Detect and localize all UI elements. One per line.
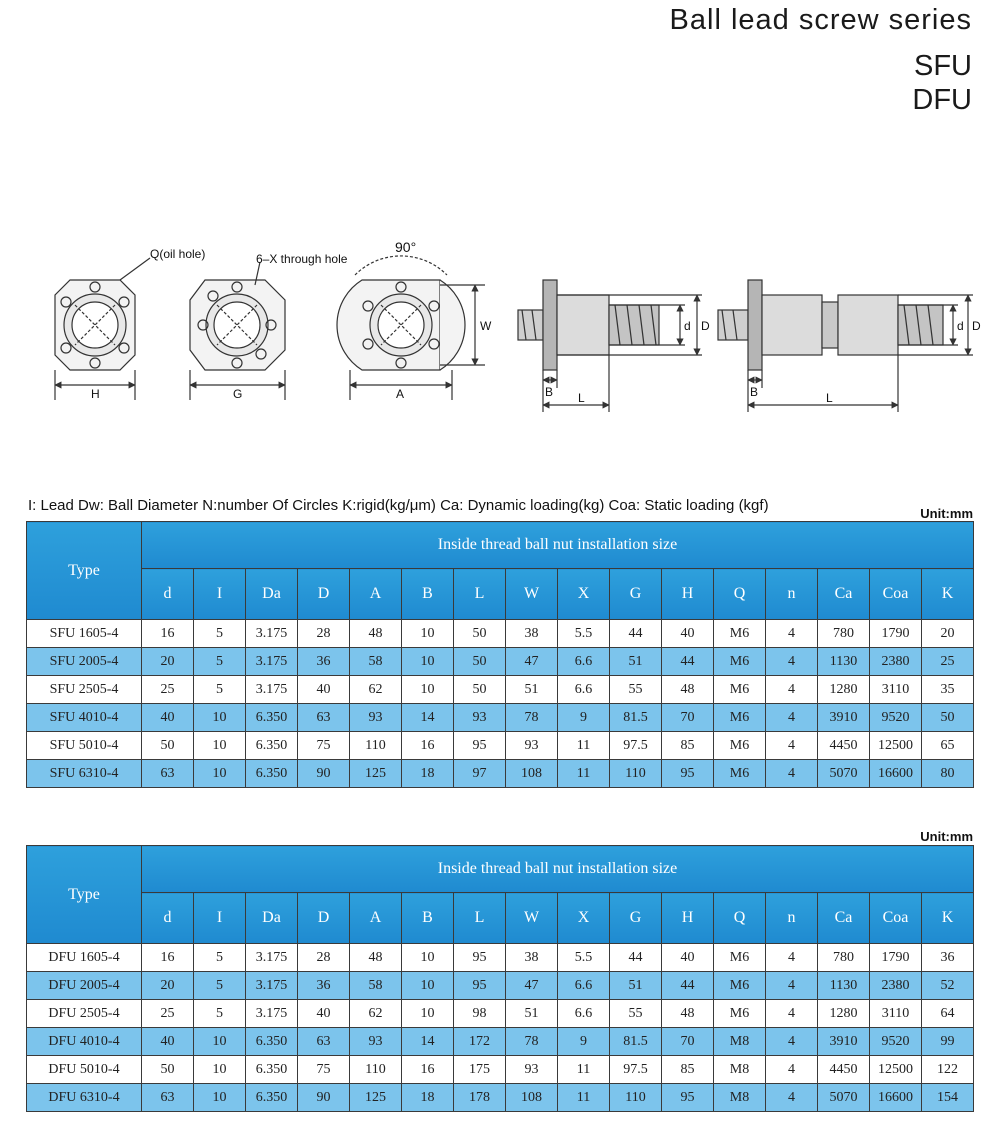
table-cell: 5.5	[558, 944, 610, 972]
legend-text: I: Lead Dw: Ball Diameter N:number Of Circles K:rigid(kg/μm) Ca: Dynamic loading(kg) Coa: Static loading (kgf)	[28, 497, 769, 514]
table-cell: 75	[298, 732, 350, 760]
table-cell: 40	[298, 676, 350, 704]
table-cell: 97.5	[610, 1056, 662, 1084]
column-header: K	[922, 569, 974, 620]
type-header: Type	[27, 522, 142, 620]
table-cell: 4	[766, 760, 818, 788]
table-cell: 78	[506, 704, 558, 732]
table-cell: 95	[454, 972, 506, 1000]
table-cell: 97	[454, 760, 506, 788]
table-cell: 95	[662, 760, 714, 788]
table-cell: 1280	[818, 1000, 870, 1028]
table-cell: 99	[922, 1028, 974, 1056]
type-header: Type	[27, 846, 142, 944]
table-row	[27, 1000, 974, 1028]
series-dfu-title: DFU	[912, 84, 972, 116]
column-header: L	[454, 569, 506, 620]
oil-hole-label: Q(oil hole)	[150, 247, 206, 261]
table-cell: 110	[350, 732, 402, 760]
column-header: H	[662, 569, 714, 620]
table-cell: 10	[194, 1084, 246, 1112]
table-cell: 52	[922, 972, 974, 1000]
table-cell: M8	[714, 1056, 766, 1084]
table-cell: 9	[558, 1028, 610, 1056]
table-cell: 6.350	[246, 1084, 298, 1112]
model-cell: SFU 5010-4	[27, 732, 142, 760]
model-cell: DFU 1605-4	[27, 944, 142, 972]
column-header: Q	[714, 893, 766, 944]
group-header: Inside thread ball nut installation size	[142, 846, 974, 893]
table-cell: 125	[350, 1084, 402, 1112]
table-cell: 110	[350, 1056, 402, 1084]
unit-label-sfu: Unit:mm	[920, 506, 973, 521]
table-cell: 51	[610, 972, 662, 1000]
table-cell: 62	[350, 1000, 402, 1028]
table-cell: M8	[714, 1084, 766, 1112]
column-header: W	[506, 569, 558, 620]
table-cell: 50	[142, 1056, 194, 1084]
table-cell: M6	[714, 676, 766, 704]
table-cell: 10	[402, 1000, 454, 1028]
table-cell: 6.6	[558, 676, 610, 704]
flange-view-h	[55, 280, 135, 400]
table-cell: 1790	[870, 620, 922, 648]
table-cell: 4	[766, 1056, 818, 1084]
column-header: n	[766, 893, 818, 944]
column-header: B	[402, 569, 454, 620]
table-cell: 10	[194, 760, 246, 788]
dim-label-l-dfu: L	[826, 391, 833, 405]
table-cell: 51	[506, 676, 558, 704]
model-cell: SFU 6310-4	[27, 760, 142, 788]
table-cell: 38	[506, 620, 558, 648]
table-cell: 16600	[870, 1084, 922, 1112]
table-cell: 5	[194, 676, 246, 704]
column-header: H	[662, 893, 714, 944]
table-cell: 4	[766, 972, 818, 1000]
table-cell: M6	[714, 732, 766, 760]
through-hole-label: 6–X through hole	[256, 252, 348, 266]
dfu-spec-table	[26, 845, 974, 1112]
table-cell: 97.5	[610, 732, 662, 760]
table-cell: 1130	[818, 972, 870, 1000]
table-cell: 78	[506, 1028, 558, 1056]
table-cell: 63	[298, 704, 350, 732]
table-cell: 5	[194, 648, 246, 676]
table-cell: 48	[662, 676, 714, 704]
table-cell: 20	[922, 620, 974, 648]
dim-label-g: G	[233, 387, 243, 401]
table-cell: 55	[610, 676, 662, 704]
table-cell: 4450	[818, 1056, 870, 1084]
column-header: Ca	[818, 893, 870, 944]
model-cell: SFU 2505-4	[27, 676, 142, 704]
table-cell: 10	[402, 676, 454, 704]
table-cell: 20	[142, 648, 194, 676]
table-cell: 62	[350, 676, 402, 704]
dim-label-d-dfu: d	[957, 319, 964, 333]
column-header: K	[922, 893, 974, 944]
model-cell: DFU 2005-4	[27, 972, 142, 1000]
model-cell: SFU 1605-4	[27, 620, 142, 648]
table-cell: 51	[610, 648, 662, 676]
table-cell: 3110	[870, 676, 922, 704]
table-cell: 14	[402, 704, 454, 732]
table-cell: 4	[766, 944, 818, 972]
dim-label-b-sfu: B	[545, 385, 554, 399]
dim-label-D-sfu: D	[701, 319, 710, 333]
table-cell: 25	[142, 1000, 194, 1028]
table-cell: 6.6	[558, 1000, 610, 1028]
table-cell: 47	[506, 972, 558, 1000]
column-header: Da	[246, 893, 298, 944]
table-cell: 70	[662, 704, 714, 732]
series-sfu-title: SFU	[914, 50, 972, 82]
table-cell: 3910	[818, 704, 870, 732]
table-cell: 18	[402, 760, 454, 788]
column-header: G	[610, 569, 662, 620]
table-cell: 44	[610, 944, 662, 972]
table-row	[27, 620, 974, 648]
table-cell: 98	[454, 1000, 506, 1028]
table-cell: 125	[350, 760, 402, 788]
table-cell: 93	[454, 704, 506, 732]
table-cell: 25	[142, 676, 194, 704]
table-cell: M6	[714, 704, 766, 732]
table-cell: 65	[922, 732, 974, 760]
table-cell: 36	[922, 944, 974, 972]
column-header: d	[142, 569, 194, 620]
table-cell: 154	[922, 1084, 974, 1112]
table-cell: 12500	[870, 732, 922, 760]
table-cell: 172	[454, 1028, 506, 1056]
table-cell: 4	[766, 1084, 818, 1112]
table-cell: 93	[506, 1056, 558, 1084]
column-header: I	[194, 569, 246, 620]
table-cell: 10	[194, 1056, 246, 1084]
table-cell: 178	[454, 1084, 506, 1112]
table-cell: 40	[662, 620, 714, 648]
table-cell: 3.175	[246, 944, 298, 972]
column-header: G	[610, 893, 662, 944]
table-cell: 2380	[870, 972, 922, 1000]
table-cell: 18	[402, 1084, 454, 1112]
table-cell: 36	[298, 648, 350, 676]
table-cell: 93	[350, 704, 402, 732]
table-cell: 58	[350, 648, 402, 676]
table-row	[27, 1084, 974, 1112]
dim-label-l-sfu: L	[578, 391, 585, 405]
table-cell: 11	[558, 1084, 610, 1112]
table-cell: 50	[454, 648, 506, 676]
table-row	[27, 760, 974, 788]
table-cell: 93	[506, 732, 558, 760]
model-cell: SFU 4010-4	[27, 704, 142, 732]
table-cell: 6.6	[558, 648, 610, 676]
column-header: X	[558, 893, 610, 944]
table-cell: 80	[922, 760, 974, 788]
column-header: X	[558, 569, 610, 620]
table-cell: 6.350	[246, 1028, 298, 1056]
table-cell: 50	[142, 732, 194, 760]
table-cell: 51	[506, 1000, 558, 1028]
table-cell: 16	[142, 944, 194, 972]
table-cell: 75	[298, 1056, 350, 1084]
table-cell: 95	[454, 944, 506, 972]
table-cell: 4	[766, 676, 818, 704]
dim-label-w: W	[480, 319, 492, 333]
column-header: B	[402, 893, 454, 944]
table-cell: 16	[402, 732, 454, 760]
table-row	[27, 648, 974, 676]
dim-label-h: H	[91, 387, 100, 401]
table-cell: 175	[454, 1056, 506, 1084]
table-cell: 5070	[818, 760, 870, 788]
column-header: d	[142, 893, 194, 944]
table-cell: 11	[558, 760, 610, 788]
table-cell: 90	[298, 760, 350, 788]
table-cell: 40	[142, 1028, 194, 1056]
table-cell: 1280	[818, 676, 870, 704]
table-cell: 110	[610, 760, 662, 788]
table-cell: M6	[714, 760, 766, 788]
table-cell: 9520	[870, 1028, 922, 1056]
column-header: Q	[714, 569, 766, 620]
table-cell: 10	[402, 972, 454, 1000]
table-cell: 63	[142, 1084, 194, 1112]
table-cell: 58	[350, 972, 402, 1000]
flange-view-a	[337, 256, 485, 400]
table-cell: 50	[922, 704, 974, 732]
table-cell: 81.5	[610, 704, 662, 732]
table-cell: 28	[298, 620, 350, 648]
table-cell: 63	[298, 1028, 350, 1056]
table-cell: 40	[298, 1000, 350, 1028]
table-cell: M6	[714, 1000, 766, 1028]
table-row	[27, 704, 974, 732]
column-header: Coa	[870, 569, 922, 620]
table-cell: 44	[610, 620, 662, 648]
table-cell: 4	[766, 1000, 818, 1028]
table-cell: 63	[142, 760, 194, 788]
table-cell: 5.5	[558, 620, 610, 648]
page-title: Ball lead screw series	[669, 4, 972, 36]
column-header: Ca	[818, 569, 870, 620]
table-cell: 6.6	[558, 972, 610, 1000]
table-cell: 6.350	[246, 1056, 298, 1084]
table-cell: 48	[350, 944, 402, 972]
table-cell: 16	[142, 620, 194, 648]
table-row	[27, 944, 974, 972]
table-cell: 6.350	[246, 704, 298, 732]
table-cell: 95	[662, 1084, 714, 1112]
table-cell: 10	[194, 732, 246, 760]
table-cell: 110	[610, 1084, 662, 1112]
column-header: Da	[246, 569, 298, 620]
table-cell: 70	[662, 1028, 714, 1056]
table-cell: 48	[662, 1000, 714, 1028]
table-cell: 3.175	[246, 620, 298, 648]
table-cell: 10	[194, 704, 246, 732]
table-cell: 122	[922, 1056, 974, 1084]
table-cell: 11	[558, 1056, 610, 1084]
table-cell: 11	[558, 732, 610, 760]
table-cell: 81.5	[610, 1028, 662, 1056]
table-cell: M6	[714, 648, 766, 676]
table-cell: 3.175	[246, 1000, 298, 1028]
table-row	[27, 1028, 974, 1056]
table-cell: 12500	[870, 1056, 922, 1084]
unit-label-dfu: Unit:mm	[920, 829, 973, 844]
angle-label: 90°	[395, 239, 417, 255]
table-cell: 85	[662, 732, 714, 760]
table-cell: 44	[662, 648, 714, 676]
table-cell: 47	[506, 648, 558, 676]
table-cell: 35	[922, 676, 974, 704]
dim-label-D-dfu: D	[972, 319, 981, 333]
table-cell: 1130	[818, 648, 870, 676]
group-header: Inside thread ball nut installation size	[142, 522, 974, 569]
table-cell: 36	[298, 972, 350, 1000]
table-cell: 10	[402, 620, 454, 648]
column-header: L	[454, 893, 506, 944]
table-cell: 9520	[870, 704, 922, 732]
table-cell: 5070	[818, 1084, 870, 1112]
column-header: D	[298, 569, 350, 620]
table-cell: 50	[454, 620, 506, 648]
table-cell: 108	[506, 760, 558, 788]
model-cell: DFU 4010-4	[27, 1028, 142, 1056]
table-cell: 780	[818, 944, 870, 972]
table-cell: 5	[194, 944, 246, 972]
table-cell: 3.175	[246, 676, 298, 704]
table-cell: 85	[662, 1056, 714, 1084]
table-cell: 9	[558, 704, 610, 732]
table-cell: M8	[714, 1028, 766, 1056]
model-cell: DFU 2505-4	[27, 1000, 142, 1028]
table-cell: 90	[298, 1084, 350, 1112]
dim-label-a: A	[396, 387, 405, 401]
table-cell: 40	[142, 704, 194, 732]
table-cell: 4	[766, 1028, 818, 1056]
table-cell: 20	[142, 972, 194, 1000]
table-cell: 93	[350, 1028, 402, 1056]
table-cell: 3110	[870, 1000, 922, 1028]
table-cell: 55	[610, 1000, 662, 1028]
table-cell: M6	[714, 620, 766, 648]
table-cell: 5	[194, 1000, 246, 1028]
table-cell: 28	[298, 944, 350, 972]
dim-label-b-dfu: B	[750, 385, 759, 399]
table-cell: 780	[818, 620, 870, 648]
table-cell: 10	[402, 648, 454, 676]
table-cell: 4450	[818, 732, 870, 760]
table-row	[27, 1056, 974, 1084]
dim-label-d-sfu: d	[684, 319, 691, 333]
table-cell: M6	[714, 944, 766, 972]
column-header: D	[298, 893, 350, 944]
table-cell: 16600	[870, 760, 922, 788]
table-row	[27, 676, 974, 704]
table-cell: 50	[454, 676, 506, 704]
table-cell: 25	[922, 648, 974, 676]
table-row	[27, 732, 974, 760]
table-cell: 64	[922, 1000, 974, 1028]
flange-view-g	[190, 280, 285, 400]
table-cell: 10	[194, 1028, 246, 1056]
table-cell: 2380	[870, 648, 922, 676]
table-cell: 6.350	[246, 732, 298, 760]
table-cell: 3.175	[246, 648, 298, 676]
table-cell: M6	[714, 972, 766, 1000]
table-cell: 16	[402, 1056, 454, 1084]
column-header: A	[350, 893, 402, 944]
column-header: n	[766, 569, 818, 620]
table-cell: 95	[454, 732, 506, 760]
table-cell: 38	[506, 944, 558, 972]
table-cell: 5	[194, 620, 246, 648]
ball-nut-drawings	[0, 230, 1000, 430]
table-cell: 3.175	[246, 972, 298, 1000]
table-cell: 4	[766, 620, 818, 648]
model-cell: DFU 5010-4	[27, 1056, 142, 1084]
table-cell: 5	[194, 972, 246, 1000]
table-cell: 1790	[870, 944, 922, 972]
table-cell: 3910	[818, 1028, 870, 1056]
table-cell: 44	[662, 972, 714, 1000]
table-cell: 10	[402, 944, 454, 972]
column-header: I	[194, 893, 246, 944]
column-header: A	[350, 569, 402, 620]
table-cell: 48	[350, 620, 402, 648]
table-cell: 6.350	[246, 760, 298, 788]
sfu-spec-table	[26, 521, 974, 788]
model-cell: SFU 2005-4	[27, 648, 142, 676]
table-cell: 108	[506, 1084, 558, 1112]
column-header: W	[506, 893, 558, 944]
table-cell: 4	[766, 732, 818, 760]
model-cell: DFU 6310-4	[27, 1084, 142, 1112]
table-cell: 40	[662, 944, 714, 972]
table-cell: 4	[766, 704, 818, 732]
column-header: Coa	[870, 893, 922, 944]
table-row	[27, 972, 974, 1000]
table-cell: 14	[402, 1028, 454, 1056]
table-cell: 4	[766, 648, 818, 676]
